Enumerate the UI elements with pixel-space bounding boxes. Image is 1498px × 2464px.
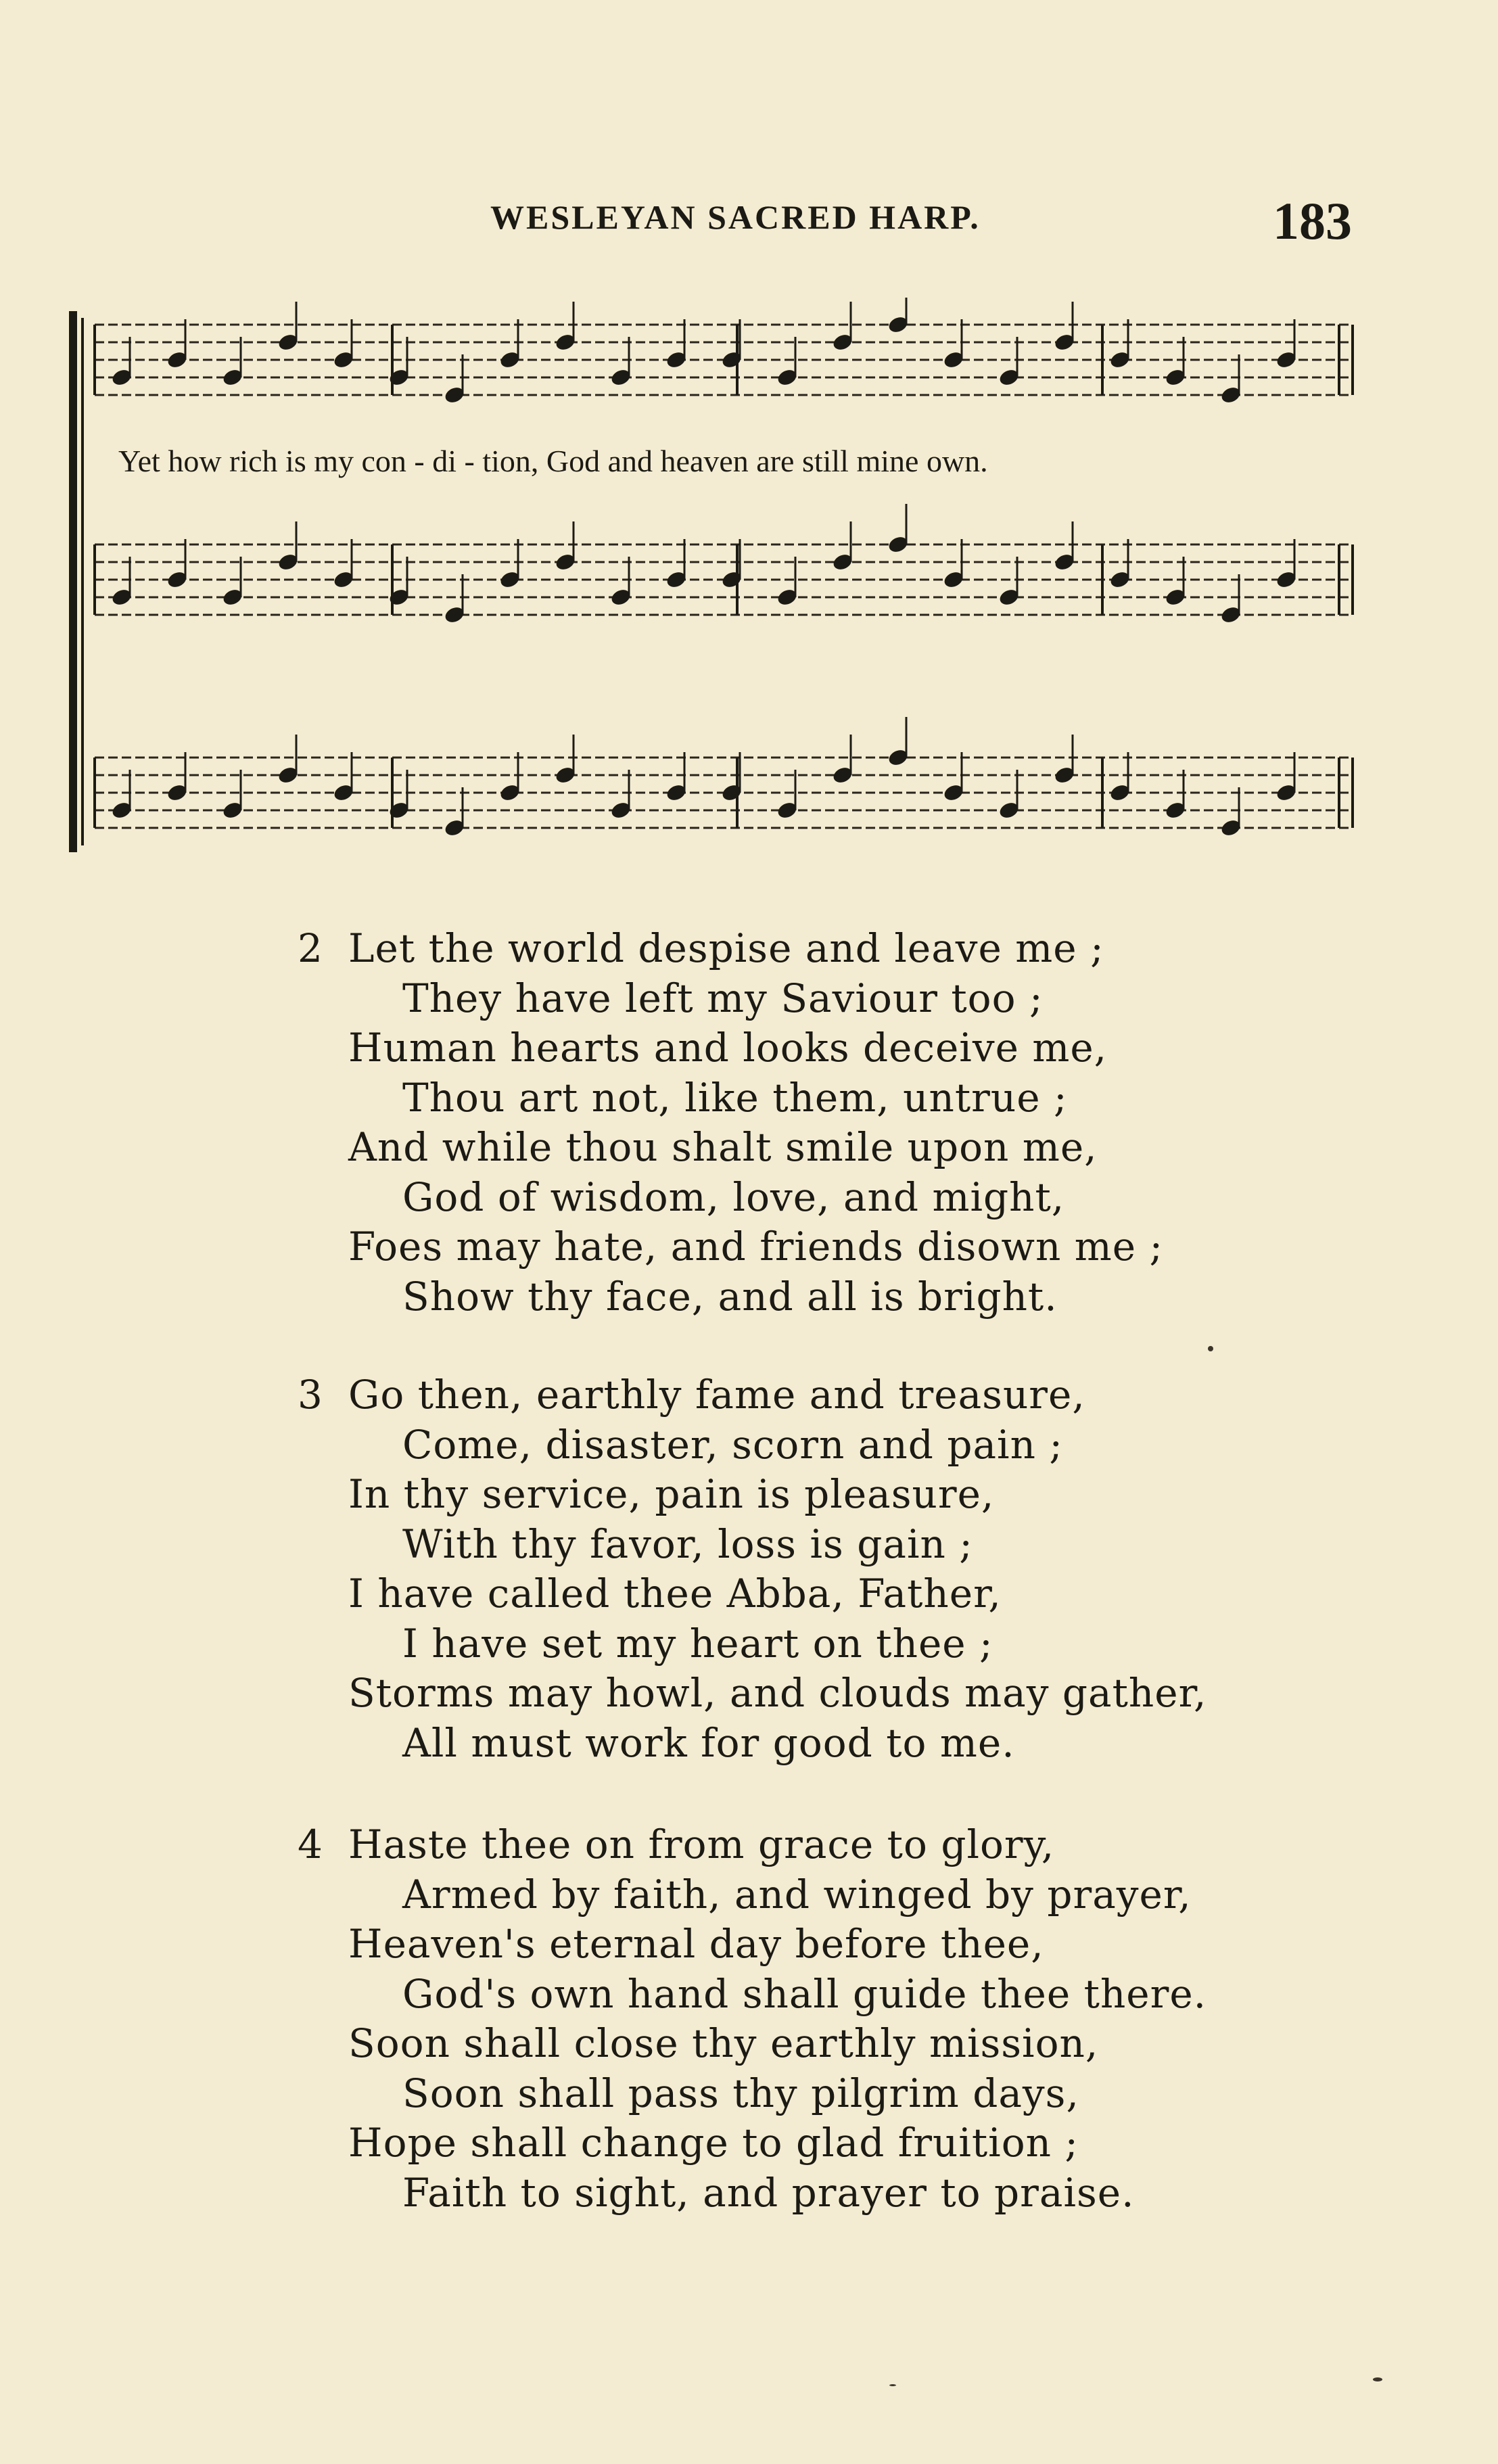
page-number: 183: [1273, 191, 1352, 250]
stanza-line: Let the world despise and leave me ;: [348, 925, 1104, 971]
stanza-line: Human hearts and looks deceive me,: [348, 1025, 1108, 1071]
stanza-line: Heaven's eternal day before thee,: [348, 1921, 1044, 1967]
print-speck: [1373, 2377, 1382, 2381]
staff-lines: [95, 325, 1353, 828]
bar-lines: [95, 325, 1353, 828]
stanza-line: Hope shall change to glad fruition ;: [348, 2120, 1079, 2166]
stanza-number: 2: [298, 925, 323, 971]
stanza-line: Haste thee on from grace to glory,: [348, 1821, 1055, 1867]
stanza-line: Foes may hate, and friends disown me ;: [348, 1224, 1164, 1270]
stanza-line: I have set my heart on thee ;: [402, 1620, 993, 1667]
print-speck: [1208, 1346, 1213, 1351]
print-speck: [889, 2384, 896, 2386]
system-brace: [69, 311, 84, 852]
stanza-line: Come, disaster, scorn and pain ;: [402, 1421, 1063, 1468]
stanza-line: Soon shall pass thy pilgrim days,: [402, 2070, 1079, 2116]
stanza-number: 4: [298, 1821, 323, 1867]
stanza-line: With thy favor, loss is gain ;: [402, 1520, 973, 1567]
stanza-number: 3: [298, 1372, 323, 1418]
stanza-line: They have left my Saviour too ;: [402, 975, 1044, 1021]
stanza-line: Show thy face, and all is bright.: [402, 1273, 1058, 1320]
stanza-line: Storms may howl, and clouds may gather,: [348, 1670, 1207, 1716]
stanza-line: Go then, earthly fame and treasure,: [348, 1372, 1085, 1418]
stanza-line: In thy service, pain is pleasure,: [348, 1471, 995, 1517]
running-head: WESLEYAN SACRED HARP.: [490, 198, 981, 236]
music-score: [68, 298, 1366, 866]
stanza-line: All must work for good to me.: [402, 1719, 1015, 1766]
stanza-line: Faith to sight, and prayer to praise.: [402, 2169, 1135, 2216]
stanza-line: And while thou shalt smile upon me,: [348, 1124, 1098, 1170]
stanza-line: I have called thee Abba, Father,: [348, 1571, 1002, 1617]
stanza-line: Armed by faith, and winged by prayer,: [402, 1871, 1192, 1917]
music-lyric-line: Yet how rich is my con - di - tion, God and heaven are still mine own.: [118, 444, 988, 478]
stanza-line: Thou art not, like them, untrue ;: [402, 1074, 1068, 1121]
stanza-line: Soon shall close thy earthly mission,: [348, 2020, 1099, 2066]
stanza-line: God of wisdom, love, and might,: [402, 1173, 1065, 1220]
stanza-line: God's own hand shall guide thee there.: [402, 1970, 1207, 2017]
